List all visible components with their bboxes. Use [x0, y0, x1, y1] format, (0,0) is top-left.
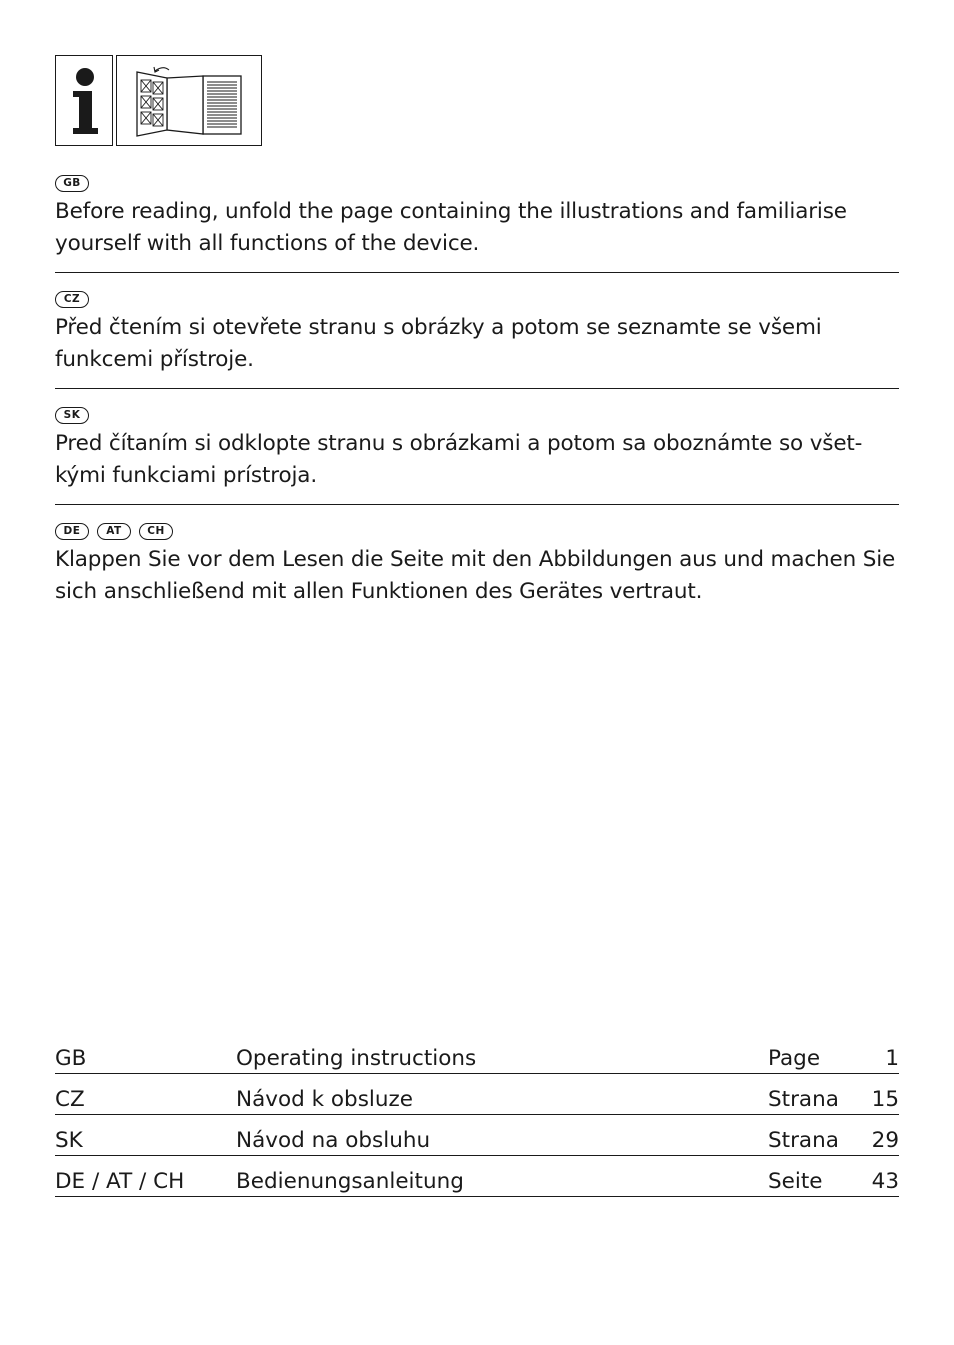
- section-gb: [55, 172, 899, 260]
- language-badges: [55, 520, 899, 542]
- section-de-at-ch: [55, 520, 899, 608]
- toc-title: Návod na obsluhu: [236, 1115, 768, 1156]
- toc-language: SK: [55, 1115, 236, 1156]
- instruction-text-gb: Before reading, unfold the page containing the illustrations and familiarise yourself with all functions of the device.: [55, 199, 847, 256]
- section-cz: [55, 288, 899, 376]
- table-row: [55, 1033, 899, 1074]
- fold-out-pages-icon: [116, 55, 262, 146]
- table-of-contents: [55, 1033, 899, 1197]
- toc-page-number: 1: [853, 1033, 899, 1074]
- toc-page-word: Page: [768, 1033, 853, 1074]
- toc-page-number: 15: [853, 1074, 899, 1115]
- toc-page-number: 29: [853, 1115, 899, 1156]
- instruction-text-sk: Pred čítaním si odklopte stranu s obrázkami a potom sa oboznámte so všet-kými funkciami prístroja.: [55, 431, 863, 488]
- instruction-text-cz: Před čtením si otevřete stranu s obrázky a potom se seznamte se všemi funkcemi přístroje.: [55, 315, 822, 372]
- language-badges: [55, 288, 899, 310]
- table-row: [55, 1074, 899, 1115]
- table-row: [55, 1115, 899, 1156]
- toc-page-word: Strana: [768, 1074, 853, 1115]
- language-badge-at: AT: [97, 523, 131, 540]
- divider: [55, 272, 899, 273]
- toc-title: Operating instructions: [236, 1033, 768, 1074]
- language-badge-cz: CZ: [55, 291, 89, 308]
- toc-title: Bedienungsanleitung: [236, 1156, 768, 1197]
- language-badge-de: DE: [55, 523, 89, 540]
- toc-page-word: Strana: [768, 1115, 853, 1156]
- toc-page-number: 43: [853, 1156, 899, 1197]
- toc-language: GB: [55, 1033, 236, 1074]
- toc-page-word: Seite: [768, 1156, 853, 1197]
- info-icon: [55, 55, 113, 146]
- toc-language: CZ: [55, 1074, 236, 1115]
- section-sk: [55, 404, 899, 492]
- language-badges: [55, 172, 899, 194]
- table-row: [55, 1156, 899, 1197]
- language-badges: [55, 404, 899, 426]
- instruction-text-de: Klappen Sie vor dem Lesen die Seite mit den Abbildungen aus und machen Sie sich anschließend mit allen Funktionen des Gerätes vertraut.: [55, 547, 896, 604]
- language-badge-gb: GB: [55, 175, 89, 192]
- toc-language: DE / AT / CH: [55, 1156, 236, 1197]
- language-badge-sk: SK: [55, 407, 89, 424]
- divider: [55, 388, 899, 389]
- toc-title: Návod k obsluze: [236, 1074, 768, 1115]
- language-badge-ch: CH: [139, 523, 173, 540]
- divider: [55, 504, 899, 505]
